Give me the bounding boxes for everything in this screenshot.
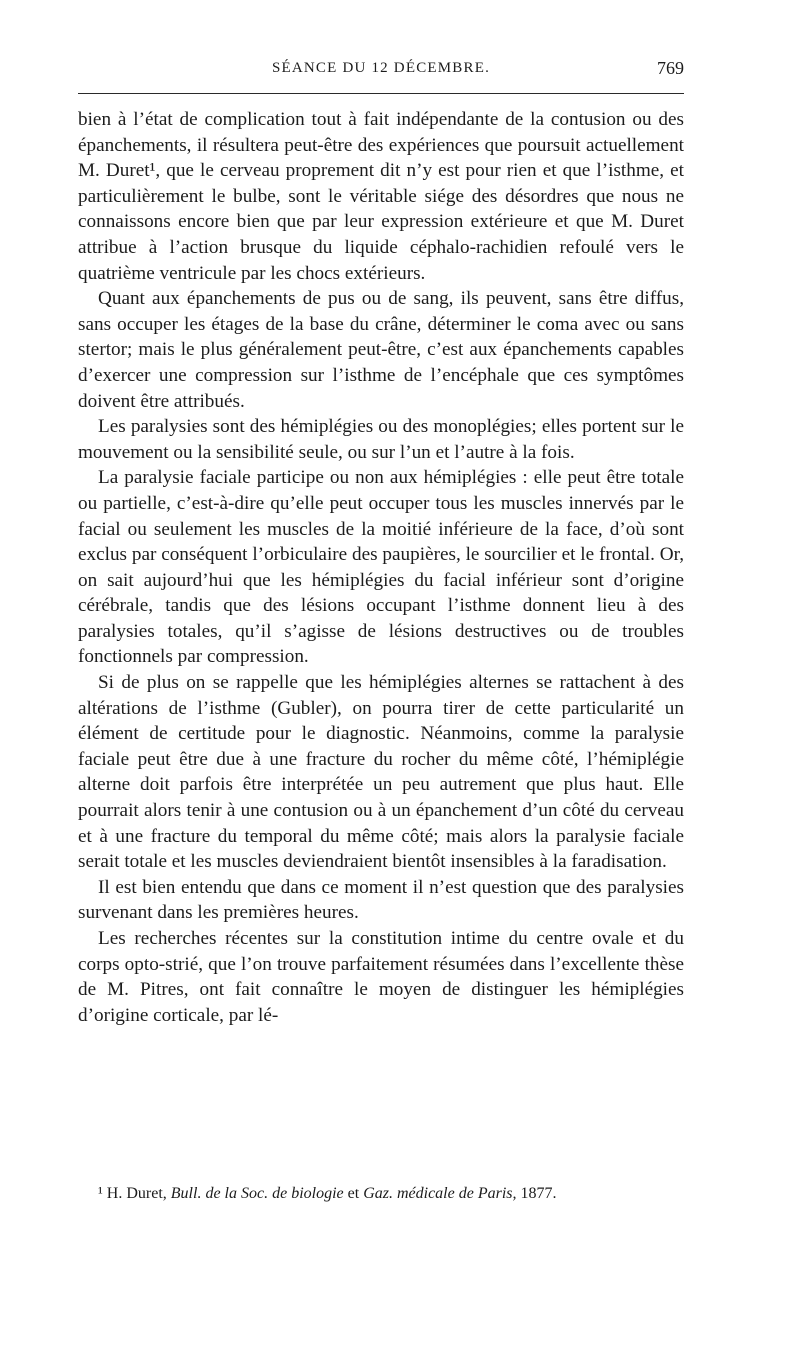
footnote-journal-1: Bull. de la Soc. de biologie [170, 1185, 344, 1202]
footnote-journal-2: Gaz. médicale de Paris, [363, 1185, 517, 1202]
footnote [98, 1184, 684, 1204]
footnote-year: 1877. [520, 1185, 557, 1202]
footnote-author: H. Duret, [106, 1185, 167, 1202]
paragraph: bien à l’état de complication tout à fait indépendante de la contusion ou des épanchements, il résultera peut-être des expériences que poursuit actuellement M. Duret¹, que le cerveau proprement dit n’y est pour rien et que l’isthme, et particulièrement le bulbe, sont le véritable siége des désordres que nous ne connaissons encore bien que par leur expression extérieure et que M. Duret attribue à l’action brusque du liquide céphalo-rachidien refoulé vers le quatrième ventricule par les chocs extérieurs. [78, 109, 684, 284]
paragraph: Les recherches récentes sur la constitution intime du centre ovale et du corps opto-strié, que l’on trouve parfaitement résumées dans l’excellente thèse de M. Pitres, ont fait connaître le moyen de distinguer les hémiplégies d’origine corticale, par lé- [78, 928, 684, 1026]
running-title: SÉANCE DU 12 DÉCEMBRE. [271, 60, 491, 76]
paragraph: Il est bien entendu que dans ce moment il n’est question que des paralysies survenant dans les premières heures. [78, 876, 684, 924]
page-number: 769 [657, 58, 684, 78]
body-text [78, 107, 684, 1028]
paragraph: La paralysie faciale participe ou non aux hémiplégies : elle peut être totale ou partielle, c’est-à-dire qu’elle peut occuper tous les muscles innervés par le facial ou seulement les muscles de la moitié inférieure de la face, d’où sont exclus par conséquent l’orbiculaire des paupières, le sourcilier et le frontal. Or, on sait aujourd’hui que les hémiplégies du facial inférieur sont d’origine cérébrale, tandis que des lésions occupant l’isthme donnent lieu à des paralysies totales, qu’il s’agisse de lésions destructives ou de troubles fonctionnels par compression. [78, 467, 684, 668]
paragraph: Quant aux épanchements de pus ou de sang, ils peuvent, sans être diffus, sans occuper les étages de la base du crâne, déterminer le coma avec ou sans stertor; mais le plus généralement peut-être, c’est aux épanchements capables d’exercer une compression sur l’isthme de l’encéphale que ces symptômes doivent être attribués. [78, 288, 684, 412]
running-head [78, 58, 684, 84]
footnote-marker: ¹ [98, 1185, 103, 1202]
paragraph: Les paralysies sont des hémiplégies ou des monoplégies; elles portent sur le mouvement ou la sensibilité seule, ou sur l’un et l’autre à la fois. [78, 416, 684, 463]
footnote-conjunction: et [347, 1185, 360, 1202]
paragraph: Si de plus on se rappelle que les hémiplégies alternes se rattachent à des altérations de l’isthme (Gubler), on pourra tirer de cette particularité un élément de certitude pour le diagnostic. Néanmoins, comme la paralysie faciale peut être due à une fracture du rocher du même côté, l’hémiplégie alterne doit parfois être interprétée un peu autrement que plus haut. Elle pourrait alors tenir à une contusion ou à un épanchement d’un côté du cerveau et à une fracture du temporal du même côté; mais alors la paralysie faciale serait totale et les muscles deviendraient bientôt insensibles à la faradisation. [78, 672, 684, 873]
header-rule [78, 93, 684, 94]
